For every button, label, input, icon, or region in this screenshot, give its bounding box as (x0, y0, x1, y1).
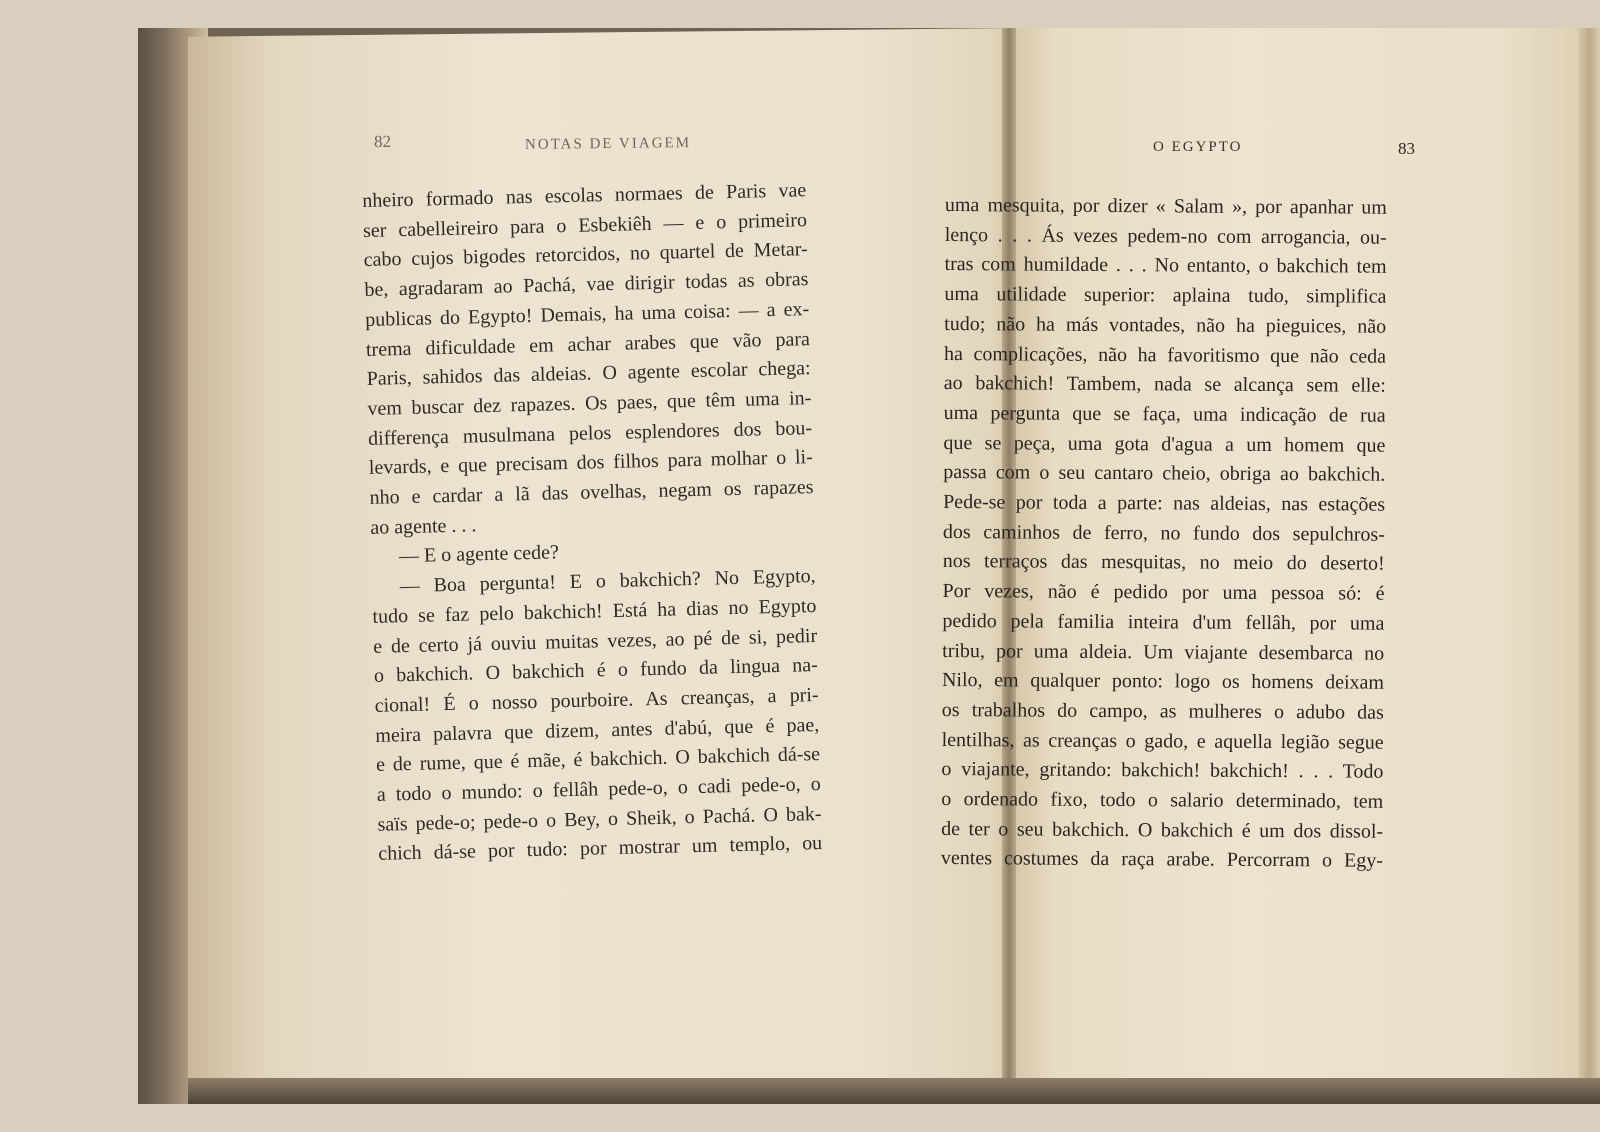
text-line: tudo; não ha más vontades, não ha pieguices, não (944, 312, 1387, 338)
text-line: dos caminhos de ferro, no fundo dos sepulchros- (942, 520, 1385, 546)
left-running-head: NOTAS DE VIAGEM (524, 135, 692, 153)
text-line: os trabalhos do campo, as mulheres o adubo das (941, 698, 1384, 724)
text-line: pedido pela familia inteira d'um fellâh, por uma (942, 609, 1385, 635)
text-line: uma pergunta que se faça, uma indicação de rua (943, 401, 1386, 427)
right-page-number: 83 (1398, 139, 1415, 158)
text-line: vem buscar dez rapazes. Os paes, que têm uma in- (367, 387, 812, 420)
text-line: cabo cujos bigodes retorcidos, no quartel de Metar- (363, 238, 808, 272)
text-line: cional! É o nosso pourboire. As creanças, a pri- (374, 683, 819, 717)
text-line: ser cabelleireiro para o Esbekiêh — e o primeiro (362, 208, 808, 242)
left-page-text (362, 176, 823, 870)
text-line: Paris, sahidos das aldeias. O agente escolar chega: (366, 357, 811, 391)
text-line: lenço . . . Ás vezes pedem-no com arrogancia, ou- (944, 223, 1387, 249)
right-page-text (941, 191, 1387, 877)
text-line: Pede-se por toda a parte: nas aldeias, nas estações (943, 491, 1386, 516)
text-line: que se peça, uma gota d'agua a um homem que (943, 431, 1386, 457)
text-line: lentilhas, as creanças o gado, e aquella legião segue (941, 728, 1384, 754)
text-line: o bakchich. O bakchich é o fundo da lingua na- (373, 654, 819, 688)
text-line: — E o agente cede? (398, 541, 560, 568)
text-line: o viajante, gritando: bakchich! bakchich! . . . Todo (941, 758, 1384, 784)
text-line: e de certo já ouviu muitas vezes, ao pé de si, pedir (372, 624, 818, 658)
text-line: chich dá-se por tudo: por mostrar um templo, ou (378, 832, 823, 866)
text-line: saïs pede-o; pede-o o Bey, o Sheik, o Pachá. O bak- (377, 802, 822, 836)
right-page-edges (1578, 28, 1600, 1086)
text-line: a todo o mundo: o fellâh pede-o, o cadi pede-o, o (376, 773, 821, 806)
text-line: ao bakchich! Tambem, nada se alcança sem elle: (943, 372, 1386, 397)
text-line: differença musulmana pelos esplendores dos bou- (367, 416, 813, 450)
text-line: e de rume, que é mãe, é bakchich. O bakchich dá-se (375, 743, 821, 777)
text-line: ha complicações, não ha favoritismo que não ceda (943, 342, 1387, 368)
text-line: de ter o seu bakchich. O bakchich é um dos dissol- (941, 817, 1384, 843)
book-bottom-shadow (188, 1078, 1600, 1104)
text-line: meira palavra que dizem, antes d'abú, que é pae, (375, 713, 820, 747)
text-line: levards, e que precisam dos filhos para molhar o li- (368, 446, 814, 480)
text-line: ao agente . . . (370, 514, 477, 539)
text-line: tudo se faz pelo bakchich! Está ha dias no Egypto (372, 594, 817, 628)
text-line: publicas do Egypto! Demais, ha uma coisa: — a ex- (364, 297, 810, 331)
left-page-number: 82 (373, 131, 392, 152)
text-line: ventes costumes da raça arabe. Percorram o Egy- (940, 847, 1383, 873)
text-line: Por vezes, não é pedido por uma pessoa só: é (942, 580, 1385, 605)
text-line: tribu, por uma aldeia. Um viajante desembarca no (942, 639, 1385, 665)
text-line: nos terraços das mesquitas, no meio do deserto! (942, 550, 1385, 576)
text-line: passa com o seu cantaro cheio, obriga ao bakchich. (943, 461, 1386, 487)
text-line: o ordenado fixo, todo o salario determinado, tem (941, 788, 1384, 813)
right-running-head: O EGYPTO (1153, 139, 1243, 155)
text-line: nheiro formado nas escolas normaes de Paris vae (362, 179, 807, 212)
text-line: tras com humildade . . . No entanto, o bakchich tem (944, 253, 1387, 279)
text-line: Nilo, em qualquer ponto: logo os homens deixam (941, 669, 1385, 694)
text-line: uma utilidade superior: aplaina tudo, simplifica (944, 283, 1387, 308)
text-line: trema dificuldade em achar arabes que vão para (365, 327, 811, 361)
text-line: — Boa pergunta! E o bakchich? No Egypto, (399, 565, 816, 598)
text-line: uma mesquita, por dizer « Salam », por apanhar um (944, 193, 1387, 219)
text-line: nho e cardar a lã das ovelhas, negam os rapazes (369, 476, 814, 509)
text-line: be, agradaram ao Pachá, vae dirigir todas as obras (364, 268, 809, 302)
